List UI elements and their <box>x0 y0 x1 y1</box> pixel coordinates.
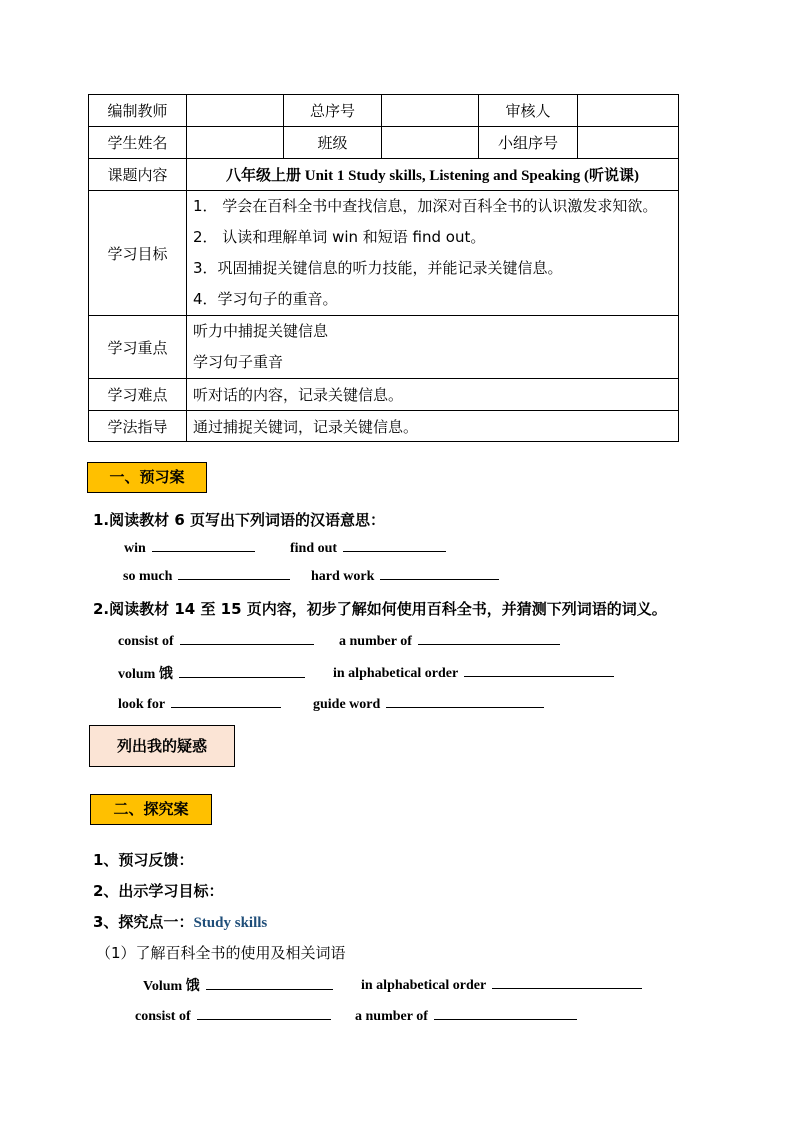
answer-blank[interactable] <box>180 631 314 645</box>
table-row <box>89 127 679 159</box>
vocab-term: in alphabetical order <box>333 666 459 681</box>
table-row <box>89 379 679 411</box>
answer-blank[interactable] <box>418 631 560 645</box>
answer-blank[interactable] <box>386 694 544 708</box>
method-label: 学法指导 <box>89 411 187 442</box>
info-table <box>88 94 679 442</box>
reviewer-field[interactable] <box>578 95 679 127</box>
answer-blank[interactable] <box>492 975 642 989</box>
vocab-term: find out <box>290 541 338 556</box>
answer-blank[interactable] <box>179 664 305 678</box>
vocab-item <box>313 694 544 713</box>
topic-value: 八年级上册 Unit 1 Study skills, Listening and Speaking (听说课) <box>187 159 679 191</box>
difficulty-value: 听对话的内容，记录关键信息。 <box>187 379 679 411</box>
vocab-item <box>311 566 499 585</box>
answer-blank[interactable] <box>171 694 281 708</box>
focus-item: 学习句子重音 <box>193 353 284 371</box>
vocab-item <box>290 538 446 557</box>
vocab-item <box>118 663 305 683</box>
table-row <box>89 95 679 127</box>
vocab-item <box>135 1006 331 1025</box>
inquiry-point-1 <box>93 911 267 932</box>
teacher-label: 编制教师 <box>89 95 187 127</box>
answer-blank[interactable] <box>380 566 499 580</box>
vocab-term: volum 饿 <box>118 667 173 682</box>
teacher-field[interactable] <box>187 95 284 127</box>
reviewer-label: 审核人 <box>479 95 578 127</box>
serial-label: 总序号 <box>284 95 382 127</box>
goal-item: 3．巩固捕捉关键信息的听力技能，并能记录关键信息。 <box>193 259 563 277</box>
vocab-term: look for <box>118 697 166 712</box>
class-label: 班级 <box>284 127 382 159</box>
vocab-term: hard work <box>311 569 375 584</box>
question-2: 2.阅读教材 14 至 15 页内容，初步了解如何使用百科全书，并猜测下列词语的词义。 <box>93 600 667 618</box>
table-row <box>89 159 679 191</box>
vocab-term: guide word <box>313 697 381 712</box>
vocab-item <box>361 975 642 994</box>
vocab-term: consist of <box>118 634 174 649</box>
answer-blank[interactable] <box>206 976 333 990</box>
student-label: 学生姓名 <box>89 127 187 159</box>
difficulty-label: 学习难点 <box>89 379 187 411</box>
section2-title: 二、探究案 <box>90 794 212 825</box>
vocab-item <box>143 975 333 995</box>
vocab-item <box>339 631 560 650</box>
goal-item: 4．学习句子的重音。 <box>193 290 338 308</box>
inquiry-prefix: 3、探究点一： <box>93 913 194 931</box>
preview-feedback: 1、预习反馈： <box>93 851 194 869</box>
vocab-item <box>333 663 614 682</box>
vocab-term: win <box>124 541 146 556</box>
student-field[interactable] <box>187 127 284 159</box>
vocab-term: so much <box>123 569 173 584</box>
inquiry-topic: Study skills <box>193 915 268 931</box>
focus-list <box>187 316 679 379</box>
section1-title: 一、预习案 <box>87 462 207 493</box>
focus-label: 学习重点 <box>89 316 187 379</box>
answer-blank[interactable] <box>152 538 255 552</box>
goal-item: 1． 学会在百科全书中查找信息，加深对百科全书的认识激发求知欲。 <box>193 197 658 215</box>
topic-label: 课题内容 <box>89 159 187 191</box>
answer-blank[interactable] <box>178 566 290 580</box>
method-value: 通过捕捉关键词，记录关键信息。 <box>187 411 679 442</box>
serial-field[interactable] <box>382 95 479 127</box>
vocab-term: a number of <box>339 634 412 649</box>
vocab-item <box>118 631 314 650</box>
group-field[interactable] <box>578 127 679 159</box>
doubts-box[interactable]: 列出我的疑惑 <box>89 725 235 767</box>
goals-list <box>187 191 679 316</box>
vocab-item <box>124 538 255 557</box>
table-row <box>89 191 679 316</box>
goals-label: 学习目标 <box>89 191 187 316</box>
goal-item: 2． 认读和理解单词 win 和短语 find out。 <box>193 228 486 246</box>
question-1: 1.阅读教材 6 页写出下列词语的汉语意思： <box>93 511 386 529</box>
answer-blank[interactable] <box>464 663 614 677</box>
vocab-term: in alphabetical order <box>361 978 487 993</box>
answer-blank[interactable] <box>343 538 446 552</box>
table-row <box>89 411 679 442</box>
learning-goals-heading: 2、出示学习目标： <box>93 882 224 900</box>
answer-blank[interactable] <box>434 1006 577 1020</box>
group-label: 小组序号 <box>479 127 578 159</box>
vocab-item <box>355 1006 577 1025</box>
vocab-term: consist of <box>135 1009 191 1024</box>
answer-blank[interactable] <box>197 1006 331 1020</box>
focus-item: 听力中捕捉关键信息 <box>193 322 329 340</box>
vocab-term: a number of <box>355 1009 428 1024</box>
vocab-item <box>123 566 290 585</box>
vocab-term: Volum 饿 <box>143 979 200 994</box>
vocab-item <box>118 694 281 713</box>
encyclopedia-task: （1）了解百科全书的使用及相关词语 <box>96 944 346 962</box>
table-row <box>89 316 679 379</box>
class-field[interactable] <box>382 127 479 159</box>
